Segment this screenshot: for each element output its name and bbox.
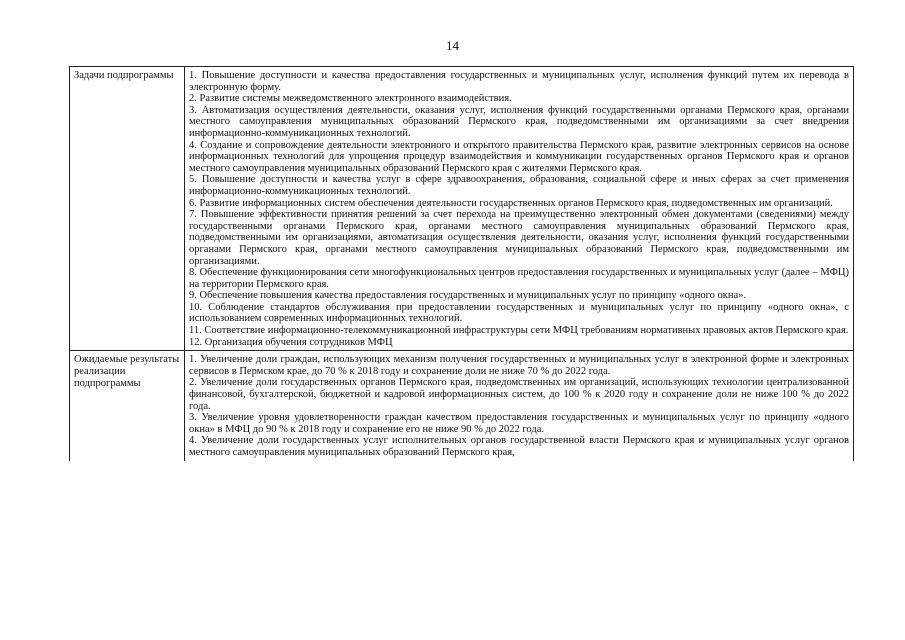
list-item: 6. Развитие информационных систем обеспечения деятельности государственных органов Пермского края, подведомственных им организаций. xyxy=(189,197,833,209)
program-table xyxy=(69,66,854,461)
row-content-results xyxy=(185,351,854,461)
list-item: 3. Увеличение уровня удовлетворенности граждан качеством предоставления государственных и муниципальных услуг по принципу «одного окна» в МФЦ до 90 % к 2018 году и сохранение его не ниже 90 % до 2022 года. xyxy=(189,412,849,435)
table-row-results xyxy=(70,351,854,461)
list-item: 4. Увеличение доли государственных услуг исполнительных органов государственной власти Пермского края и муниципальных услуг органов местного самоуправления муниципальных образований Пермского края, xyxy=(189,435,849,458)
list-item: 1. Увеличение доли граждан, использующих механизм получения государственных и муниципальных услуг в электронной форме и электронных сервисов в Пермском крае, до 70 % к 2018 году и сохранение доли не ниже 70 % до 2022 года. xyxy=(189,354,849,377)
list-item: 8. Обеспечение функционирования сети многофункциональных центров предоставления государственных и муниципальных услуг (далее – МФЦ) на территории Пермского края. xyxy=(189,267,849,290)
page-number: 14 xyxy=(446,38,459,53)
list-item: 9. Обеспечение повышения качества предоставления государственных и муниципальных услуг по принципу «одного окна». xyxy=(189,290,747,302)
row-content-tasks xyxy=(185,67,854,351)
list-item: 4. Создание и сопровождение деятельности электронного и открытого правительства Пермского края, развитие электронных сервисов на основе информационных технологий для упрощения процедур взаимодействия и коммуникации государственных органов Пермского края и органов местного самоуправления муниципальных образований Пермского края с жителями Пермского края. xyxy=(189,139,849,174)
list-item: 7. Повышение эффективности принятия решений за счет перехода на преимущественно электронный обмен документами (сведениями) между государственными органами Пермского края, органами местного самоуправления муниципальных образований Пермского края, подведомственными им организациями, автоматизация осуществления деятельности, оказания услуг, исполнения функций государственными органами Пермского края, органами местного самоуправления муниципальных образований Пермского края, подведомственными им организациями. xyxy=(189,209,849,267)
row-label-tasks: Задачи подпрограммы xyxy=(70,67,185,351)
table-row-tasks xyxy=(70,67,854,351)
list-item: 10. Соблюдение стандартов обслуживания при предоставлении государственных и муниципальных услуг по принципу «одного окна», с использованием современных информационных технологий. xyxy=(189,301,849,325)
list-item: 1. Повышение доступности и качества предоставления государственных и муниципальных услуг, исполнения функций путем их перевода в электронную форму. xyxy=(189,70,849,93)
list-item: 3. Автоматизация осуществления деятельности, оказания услуг, исполнения функций государственными органами Пермского края, органами местного самоуправления муниципальных образований Пермского края, подведомственными им организациями за счет внедрения информационно-коммуникационных технологий. xyxy=(189,104,849,139)
row-label-results: Ожидаемые результаты реализации подпрограммы xyxy=(70,351,185,461)
list-item: 11. Соответствие информационно-телекоммуникационной инфраструктуры сети МФЦ требованиям нормативных правовых актов Пермского края. xyxy=(189,325,849,337)
list-item: 2. Увеличение доли государственных органов Пермского края, подведомственных им организаций, использующих технологии централизованной финансовой, бухгалтерской, бюджетной и кадровой информационных систем, до 100 % к 2020 году и сохранение доли не ниже 100 % до 2022 года. xyxy=(189,377,849,412)
list-item: 12. Организация обучения сотрудников МФЦ xyxy=(189,336,393,348)
list-item: 2. Развитие системы межведомственного электронного взаимодействия. xyxy=(189,93,512,105)
list-item: 5. Повышение доступности и качества услуг в сфере здравоохранения, образования, социальной сфере и иных сферах за счет применения информационно-коммуникационных технологий. xyxy=(189,174,849,197)
